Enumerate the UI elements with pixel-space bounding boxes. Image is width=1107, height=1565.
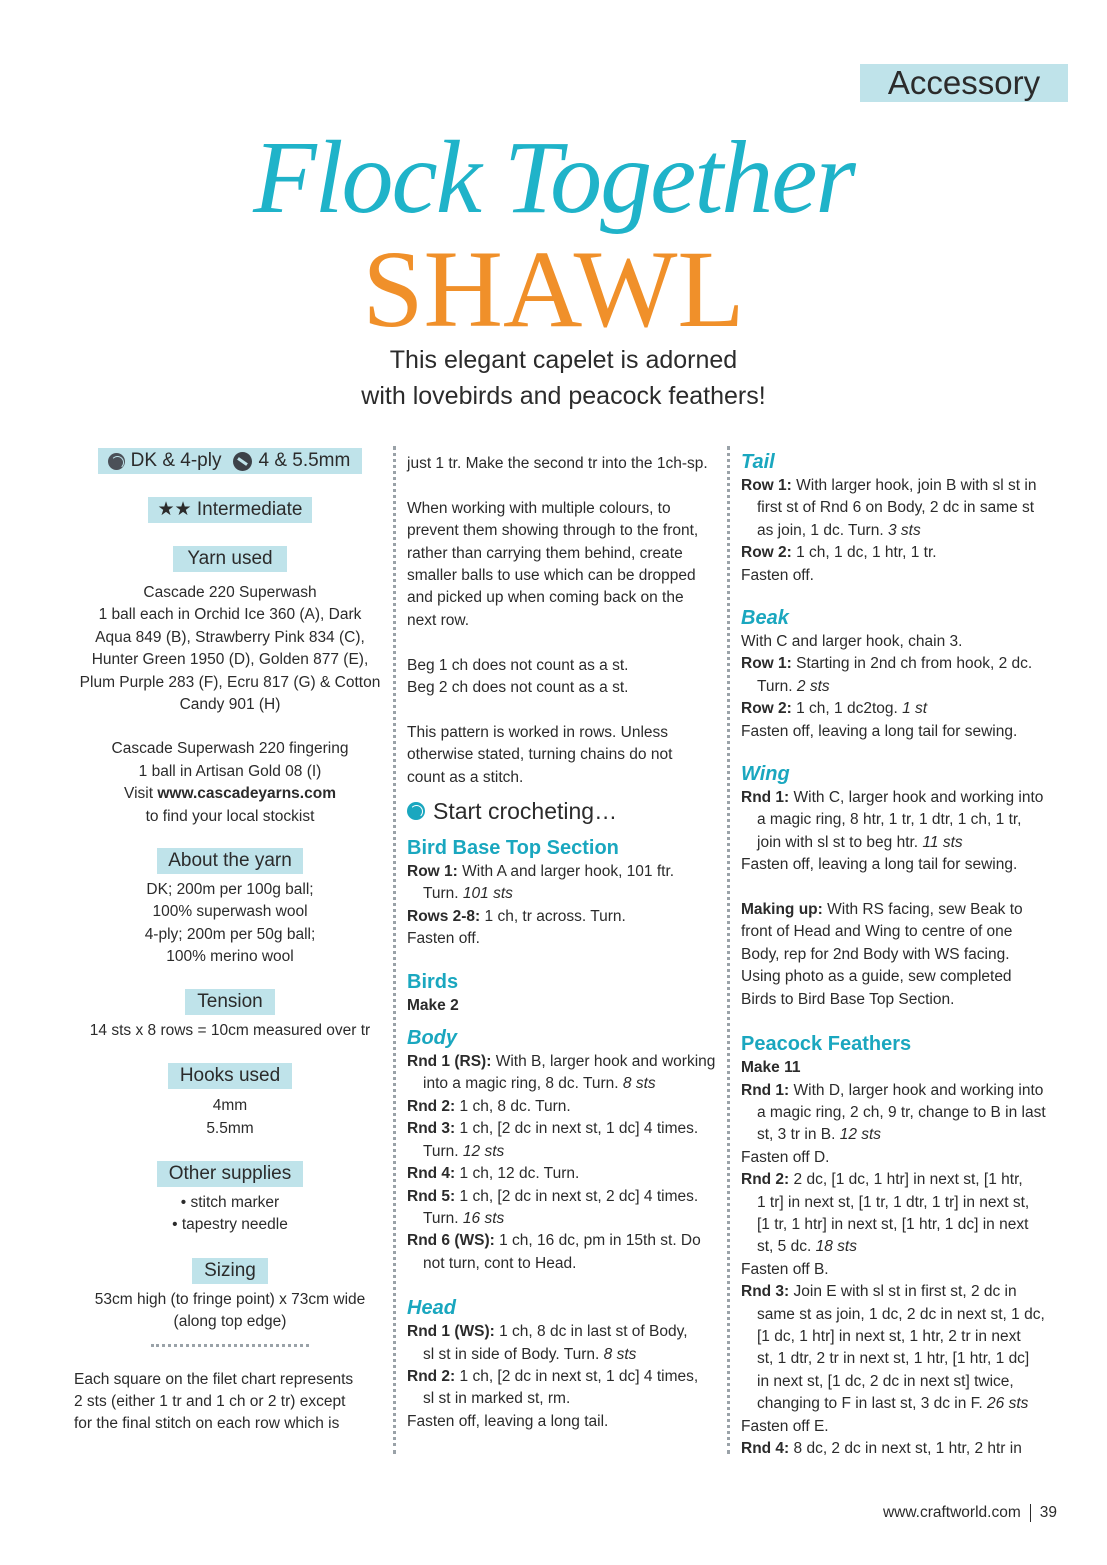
pattern-line (741, 475, 1071, 497)
row-text: 1 ch, 8 dc. Turn. (455, 1097, 571, 1115)
hooks-used-heading: Hooks used (168, 1063, 292, 1089)
pattern-line: sl st in marked st, rm. (423, 1390, 571, 1408)
row-text: Turn. (423, 1209, 459, 1227)
row-text: 2 dc, [1 dc, 1 htr] in next st, [1 htr, (789, 1171, 1023, 1189)
wing-heading: Wing (741, 763, 790, 786)
start-crocheting-heading (407, 795, 725, 827)
row-text: 1 ch, 16 dc, pm in 15th st. Do (494, 1232, 701, 1250)
stitch-count: 18 sts (815, 1238, 857, 1256)
pattern-line (741, 653, 1071, 675)
pattern-line (407, 1163, 725, 1185)
hook-size-label: 4 & 5.5mm (258, 450, 351, 471)
about-yarn-text (70, 879, 390, 969)
pattern-line: just 1 tr. Make the second tr into the 1ch-sp. (407, 455, 708, 472)
pattern-line: When working with multiple colours, to (407, 499, 671, 517)
column-divider (727, 446, 730, 1454)
info-line: 5.5mm (206, 1119, 254, 1137)
row-label: Row 2: (741, 700, 792, 718)
row-text: as join, 1 dc. Turn. (757, 521, 884, 539)
stitch-count: 8 sts (603, 1345, 637, 1363)
row-text: Turn. (423, 885, 459, 903)
weight-hook-tag (98, 448, 363, 474)
stitch-count: 2 sts (796, 677, 830, 695)
row-text: 1 ch, [2 dc in next st, 1 dc] 4 times. (455, 1120, 699, 1138)
stitch-count: 26 sts (987, 1395, 1029, 1413)
info-line: for the final stitch on each row which is (74, 1415, 340, 1433)
pattern-line: [1 tr, 1 htr] in next st, [1 htr, 1 dc] in next (757, 1215, 1029, 1233)
row-label: Rnd 4: (407, 1165, 456, 1183)
row-text: With A and larger hook, 101 ftr. (457, 863, 675, 881)
pattern-line: With C and larger hook, chain 3. (741, 633, 963, 651)
row-label: Row 1: (407, 863, 458, 881)
pattern-line: Fasten off E. (741, 1417, 829, 1435)
info-line: Hunter Green 1950 (D), Golden 877 (E), (91, 651, 369, 669)
make-count: Make 2 (407, 996, 459, 1014)
pattern-line (741, 1236, 1071, 1258)
start-crocheting-label: Start crocheting… (433, 798, 618, 825)
row-text: Turn. (757, 677, 793, 695)
row-label: Making up: (741, 901, 823, 919)
subtitle (200, 342, 927, 414)
peacock-feathers-heading: Peacock Feathers (741, 1033, 912, 1056)
stitch-count: 16 sts (462, 1209, 505, 1227)
info-column (70, 447, 390, 1436)
dotted-separator (151, 1344, 309, 1347)
info-line: 1 ball each in Orchid Ice 360 (A), Dark (98, 606, 362, 624)
info-line (70, 783, 390, 805)
pattern-line: prevent them showing through to the front, (407, 522, 699, 540)
info-line: Aqua 849 (B), Strawberry Pink 834 (C), (95, 628, 365, 646)
bird-base-heading: Bird Base Top Section (407, 837, 619, 860)
head-heading: Head (407, 1297, 456, 1320)
row-text: With RS facing, sew Beak to (822, 901, 1023, 919)
pattern-line: count as a stitch. (407, 768, 524, 786)
info-line: DK; 200m per 100g ball; (146, 881, 314, 899)
pattern-line (741, 1080, 1071, 1102)
section-tag: Accessory (860, 64, 1068, 102)
body-heading: Body (407, 1027, 457, 1050)
yarn-ball-icon (108, 453, 125, 470)
row-label: Row 2: (741, 544, 792, 562)
pattern-line: a magic ring, 2 ch, 9 tr, change to B in last (757, 1103, 1046, 1121)
yarn-website-link[interactable]: www.cascadeyarns.com (157, 785, 336, 803)
pattern-column-right (741, 449, 1071, 1460)
row-text: With C, larger hook and working into (789, 789, 1044, 807)
pattern-line (741, 832, 1071, 854)
pattern-line (741, 1124, 1071, 1146)
info-line: Candy 901 (H) (179, 696, 281, 714)
pattern-line: next row. (407, 611, 470, 629)
pattern-line (407, 1118, 725, 1140)
row-text: 1 ch, [2 dc in next st, 1 dc] 4 times, (455, 1367, 699, 1385)
pattern-line: in next st, [1 dc, 2 dc in next st] twice, (757, 1372, 1014, 1390)
pattern-line: same st as join, 1 dc, 2 dc in next st, 1 dc, (757, 1305, 1045, 1323)
title-line-1: Flock Together (253, 120, 854, 235)
row-text: 1 ch, [2 dc in next st, 2 dc] 4 times. (455, 1187, 699, 1205)
row-label: Row 1: (741, 655, 792, 673)
info-line: Cascade Superwash 220 fingering (111, 740, 349, 758)
tension-heading: Tension (185, 989, 275, 1015)
pattern-line: st, 1 dtr, 2 tr in next st, 1 htr, [1 htr, 1 dc] (757, 1350, 1030, 1368)
row-label: Rnd 6 (WS): (407, 1232, 495, 1250)
pattern-line (407, 883, 725, 905)
pattern-line (741, 787, 1071, 809)
beak-heading: Beak (741, 607, 789, 630)
row-text: With larger hook, join B with sl st in (791, 477, 1037, 494)
pattern-line: Fasten off, leaving a long tail for sewing. (741, 856, 1018, 874)
sizing-heading: Sizing (192, 1258, 268, 1284)
row-text: st, 5 dc. (757, 1238, 812, 1256)
row-text: 1 ch, tr across. Turn. (480, 907, 626, 925)
info-line: Plum Purple 283 (F), Ecru 817 (G) & Cotton (79, 673, 381, 691)
row-text: 1 ch, 1 dc2tog. (791, 700, 898, 718)
info-line: 100% merino wool (166, 948, 294, 966)
sizing-text (70, 1289, 390, 1334)
stitch-count: 3 sts (887, 521, 921, 539)
row-text: 1 ch, 12 dc. Turn. (455, 1165, 580, 1183)
stitch-count: 12 sts (462, 1142, 505, 1160)
stitch-count: 101 sts (462, 885, 513, 903)
row-label: Rnd 3: (741, 1283, 790, 1301)
pattern-line: front of Head and Wing to centre of one (741, 923, 1013, 941)
pattern-line: a magic ring, 8 htr, 1 tr, 1 dtr, 1 ch, 1 tr, (757, 811, 1022, 829)
other-supplies-heading: Other supplies (157, 1161, 304, 1187)
pattern-line: smaller balls to use which can be dropped (407, 567, 696, 585)
info-line: 53cm high (to fringe point) x 73cm wide (94, 1290, 366, 1308)
pattern-line (407, 1051, 725, 1073)
hooks-used-text (70, 1095, 390, 1140)
pattern-line: Birds to Bird Base Top Section. (741, 990, 955, 1008)
pattern-line: Fasten off D. (741, 1148, 830, 1166)
row-text: changing to F in last st, 3 dc in F. (757, 1395, 983, 1413)
info-line: Cascade 220 Superwash (143, 584, 317, 601)
pattern-line: Fasten off. (741, 566, 814, 584)
pattern-line (741, 1438, 1071, 1460)
pattern-column-middle (407, 453, 725, 1433)
tail-heading: Tail (741, 451, 775, 473)
pattern-line: otherwise stated, turning chains do not (407, 746, 673, 764)
pattern-line (741, 899, 1071, 921)
info-line: 100% superwash wool (152, 903, 308, 921)
stitch-count: 11 sts (922, 833, 963, 851)
page-footer (883, 1504, 1057, 1522)
row-label: Rnd 1 (WS): (407, 1323, 495, 1341)
pattern-line (741, 542, 1071, 564)
pattern-line: [1 dc, 1 htr] in next st, 1 htr, 2 tr in next (757, 1327, 1021, 1345)
pattern-line (741, 698, 1071, 720)
pattern-line (741, 1169, 1071, 1191)
pattern-line (407, 1096, 725, 1118)
pattern-line (741, 1281, 1071, 1303)
pattern-line: Beg 2 ch does not count as a st. (407, 679, 629, 697)
pattern-line (407, 1366, 725, 1388)
row-label: Rnd 1 (RS): (407, 1053, 492, 1071)
row-text: Join E with sl st in first st, 2 dc in (789, 1283, 1017, 1301)
row-label: Rnd 1: (741, 1081, 790, 1099)
pattern-line: and picked up when coming back on the (407, 589, 684, 607)
stitch-count: 1 st (902, 700, 928, 718)
info-line: 2 sts (either 1 tr and 1 ch or 2 tr) except (74, 1392, 346, 1410)
row-label: Rnd 3: (407, 1120, 456, 1138)
row-text: With B, larger hook and working (491, 1053, 716, 1071)
row-text: into a magic ring, 8 dc. Turn. (423, 1075, 619, 1093)
info-line: 1 ball in Artisan Gold 08 (I) (138, 762, 322, 780)
subtitle-line-1: This elegant capelet is adorned (389, 346, 738, 374)
about-yarn-heading: About the yarn (157, 848, 303, 874)
info-line: Each square on the filet chart represents (74, 1370, 354, 1388)
row-text: st, 3 tr in B. (757, 1126, 836, 1144)
filet-chart-note (70, 1369, 390, 1436)
info-line: (along top edge) (173, 1313, 287, 1331)
subtitle-line-2: with lovebirds and peacock feathers! (361, 382, 766, 410)
other-supplies-text (70, 1192, 390, 1237)
stitch-count: 8 sts (622, 1075, 656, 1093)
pattern-line (407, 1186, 725, 1208)
row-text: sl st in side of Body. Turn. (423, 1345, 600, 1363)
tension-text: 14 sts x 8 rows = 10cm measured over tr (89, 1021, 371, 1039)
pattern-line: Fasten off, leaving a long tail for sewing. (741, 722, 1018, 740)
pattern-line: Body, rep for 2nd Body with WS facing. (741, 945, 1010, 963)
row-label: Rnd 2: (407, 1097, 456, 1115)
info-line: 4-ply; 200m per 50g ball; (144, 925, 316, 943)
pattern-line: rather than carrying them behind, create (407, 544, 683, 562)
pattern-line (407, 1230, 725, 1252)
footer-divider (1030, 1504, 1031, 1522)
level-tag: ★★ Intermediate (148, 497, 313, 523)
pattern-line: 1 tr] in next st, [1 tr, 1 dtr, 1 tr] in next st, (757, 1193, 1030, 1211)
hook-icon (233, 452, 252, 471)
yarn-ball-icon (407, 802, 425, 820)
page-number: 39 (1039, 1504, 1057, 1521)
pattern-line (407, 1141, 725, 1163)
info-line: • stitch marker (180, 1193, 280, 1211)
row-label: Rnd 4: (741, 1440, 790, 1458)
pattern-line (407, 861, 725, 883)
title-line-2: SHAWL (362, 228, 745, 350)
yarn-used-text (70, 582, 390, 828)
pattern-line (741, 520, 1071, 542)
pattern-line: Using photo as a guide, sew completed (741, 968, 1012, 986)
visit-label: Visit (124, 785, 154, 803)
weight-label: DK & 4-ply (130, 450, 222, 471)
row-label: Rnd 1: (741, 789, 790, 807)
pattern-line (741, 1393, 1071, 1415)
pattern-line: not turn, cont to Head. (423, 1254, 577, 1272)
pattern-line (407, 1344, 725, 1366)
row-label: Rnd 2: (407, 1367, 456, 1385)
row-text: join with sl st to beg htr. (757, 833, 919, 851)
pattern-line: This pattern is worked in rows. Unless (407, 723, 669, 741)
row-text: 8 dc, 2 dc in next st, 1 htr, 2 htr in (789, 1440, 1022, 1458)
pattern-line: Fasten off B. (741, 1260, 829, 1278)
pattern-line (407, 1208, 725, 1230)
pattern-line: Fasten off, leaving a long tail. (407, 1412, 609, 1430)
pattern-line (741, 676, 1071, 698)
yarn-used-heading: Yarn used (173, 546, 286, 572)
footer-website[interactable]: www.craftworld.com (882, 1504, 1021, 1521)
row-label: Rnd 5: (407, 1187, 456, 1205)
row-label: Row 1: (741, 477, 792, 494)
info-line: • tapestry needle (172, 1216, 288, 1234)
info-line: to find your local stockist (145, 807, 315, 825)
row-text: Turn. (423, 1142, 459, 1160)
pattern-line (407, 906, 725, 928)
pattern-line: Fasten off. (407, 930, 480, 948)
row-text: 1 ch, 1 dc, 1 htr, 1 tr. (791, 544, 937, 562)
pattern-line (407, 1321, 725, 1343)
row-label: Rnd 2: (741, 1171, 790, 1189)
row-text: Starting in 2nd ch from hook, 2 dc. (791, 655, 1033, 673)
pattern-line: first st of Rnd 6 on Body, 2 dc in same st (757, 499, 1035, 517)
info-line: 4mm (212, 1097, 248, 1115)
row-text: 1 ch, 8 dc in last st of Body, (494, 1323, 688, 1341)
row-label: Rows 2-8: (407, 907, 481, 925)
column-divider (393, 446, 396, 1454)
pattern-line (407, 1073, 725, 1095)
row-text: With D, larger hook and working into (789, 1081, 1044, 1099)
pattern-line: Beg 1 ch does not count as a st. (407, 656, 629, 674)
birds-heading: Birds (407, 970, 459, 993)
stitch-count: 12 sts (839, 1126, 882, 1144)
make-count: Make 11 (741, 1059, 801, 1077)
